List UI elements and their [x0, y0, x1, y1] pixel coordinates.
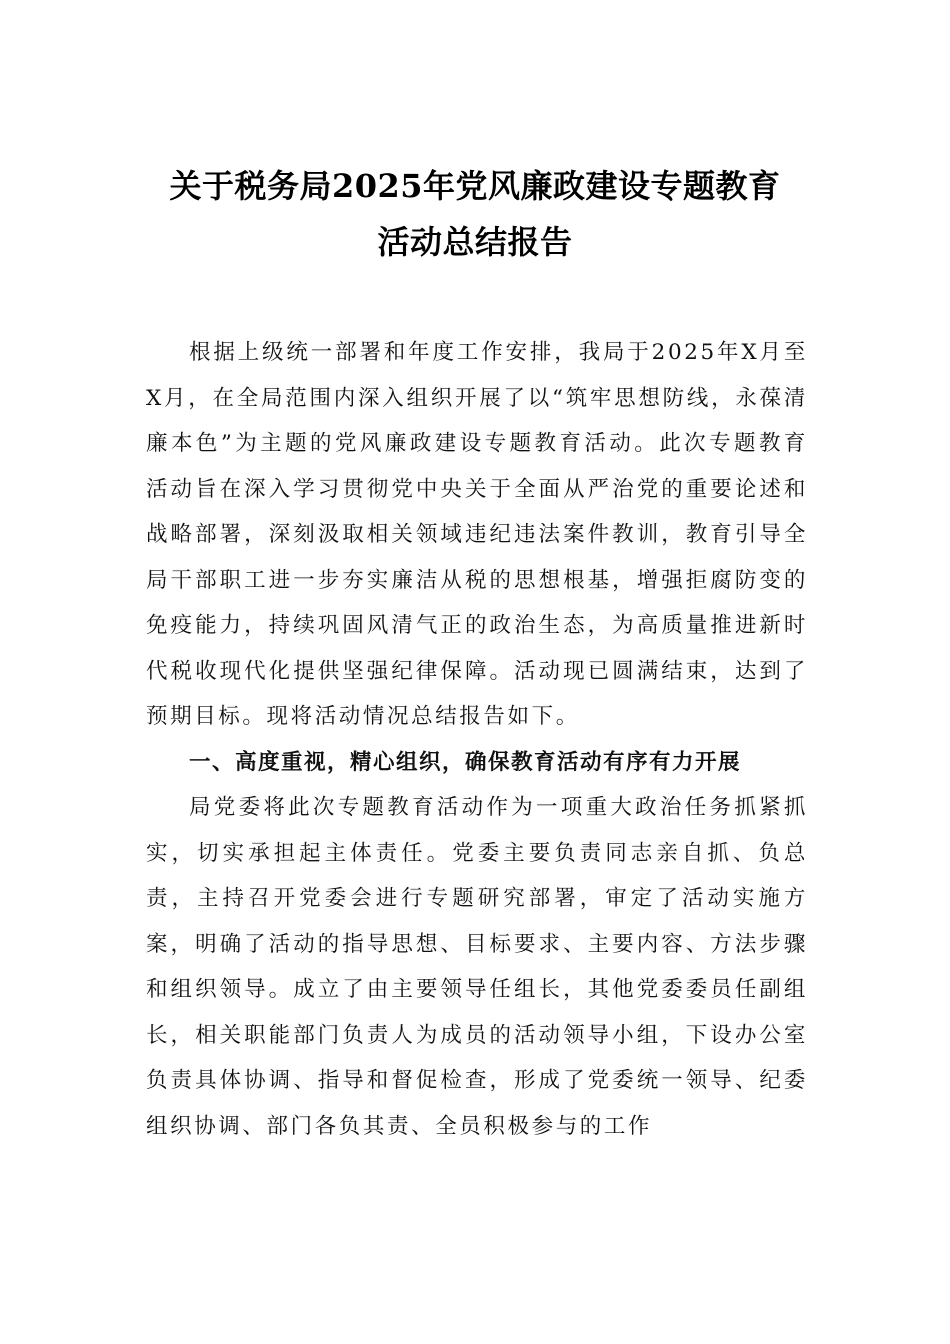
document-title	[100, 158, 850, 270]
title-line-2: 活动总结报告	[377, 223, 573, 261]
document-body	[146, 330, 808, 1149]
title-line-1: 关于税务局2025年党风廉政建设专题教育	[169, 167, 781, 205]
section-1-paragraph: 局党委将此次专题教育活动作为一项重大政治任务抓紧抓实，切实承担起主体责任。党委主要负责同志亲自抓、负总责，主持召开党委会进行专题研究部署，审定了活动实施方案，明确了活动的指导思想、目标要求、主要内容、方法步骤和组织领导。成立了由主要领导任组长，其他党委委员任副组长，相关职能部门负责人为成员的活动领导小组，下设办公室负责具体协调、指导和督促检查，形成了党委统一领导、纪委组织协调、部门各负其责、全员积极参与的工作	[146, 795, 808, 1139]
section-heading-1: 一、高度重视，精心组织，确保教育活动有序有力开展	[189, 749, 742, 775]
intro-paragraph: 根据上级统一部署和年度工作安排，我局于2025年X月至X月，在全局范围内深入组织开展了以“筑牢思想防线，永葆清廉本色”为主题的党风廉政建设专题教育活动。此次专题教育活动旨在深入学习贯彻党中央关于全面从严治党的重要论述和战略部署，深刻汲取相关领域违纪违法案件教训，教育引导全局干部职工进一步夯实廉洁从税的思想根基，增强拒腐防变的免疫能力，持续巩固风清气正的政治生态，为高质量推进新时代税收现代化提供坚强纪律保障。活动现已圆满结束，达到了预期目标。现将活动情况总结报告如下。	[146, 340, 808, 729]
